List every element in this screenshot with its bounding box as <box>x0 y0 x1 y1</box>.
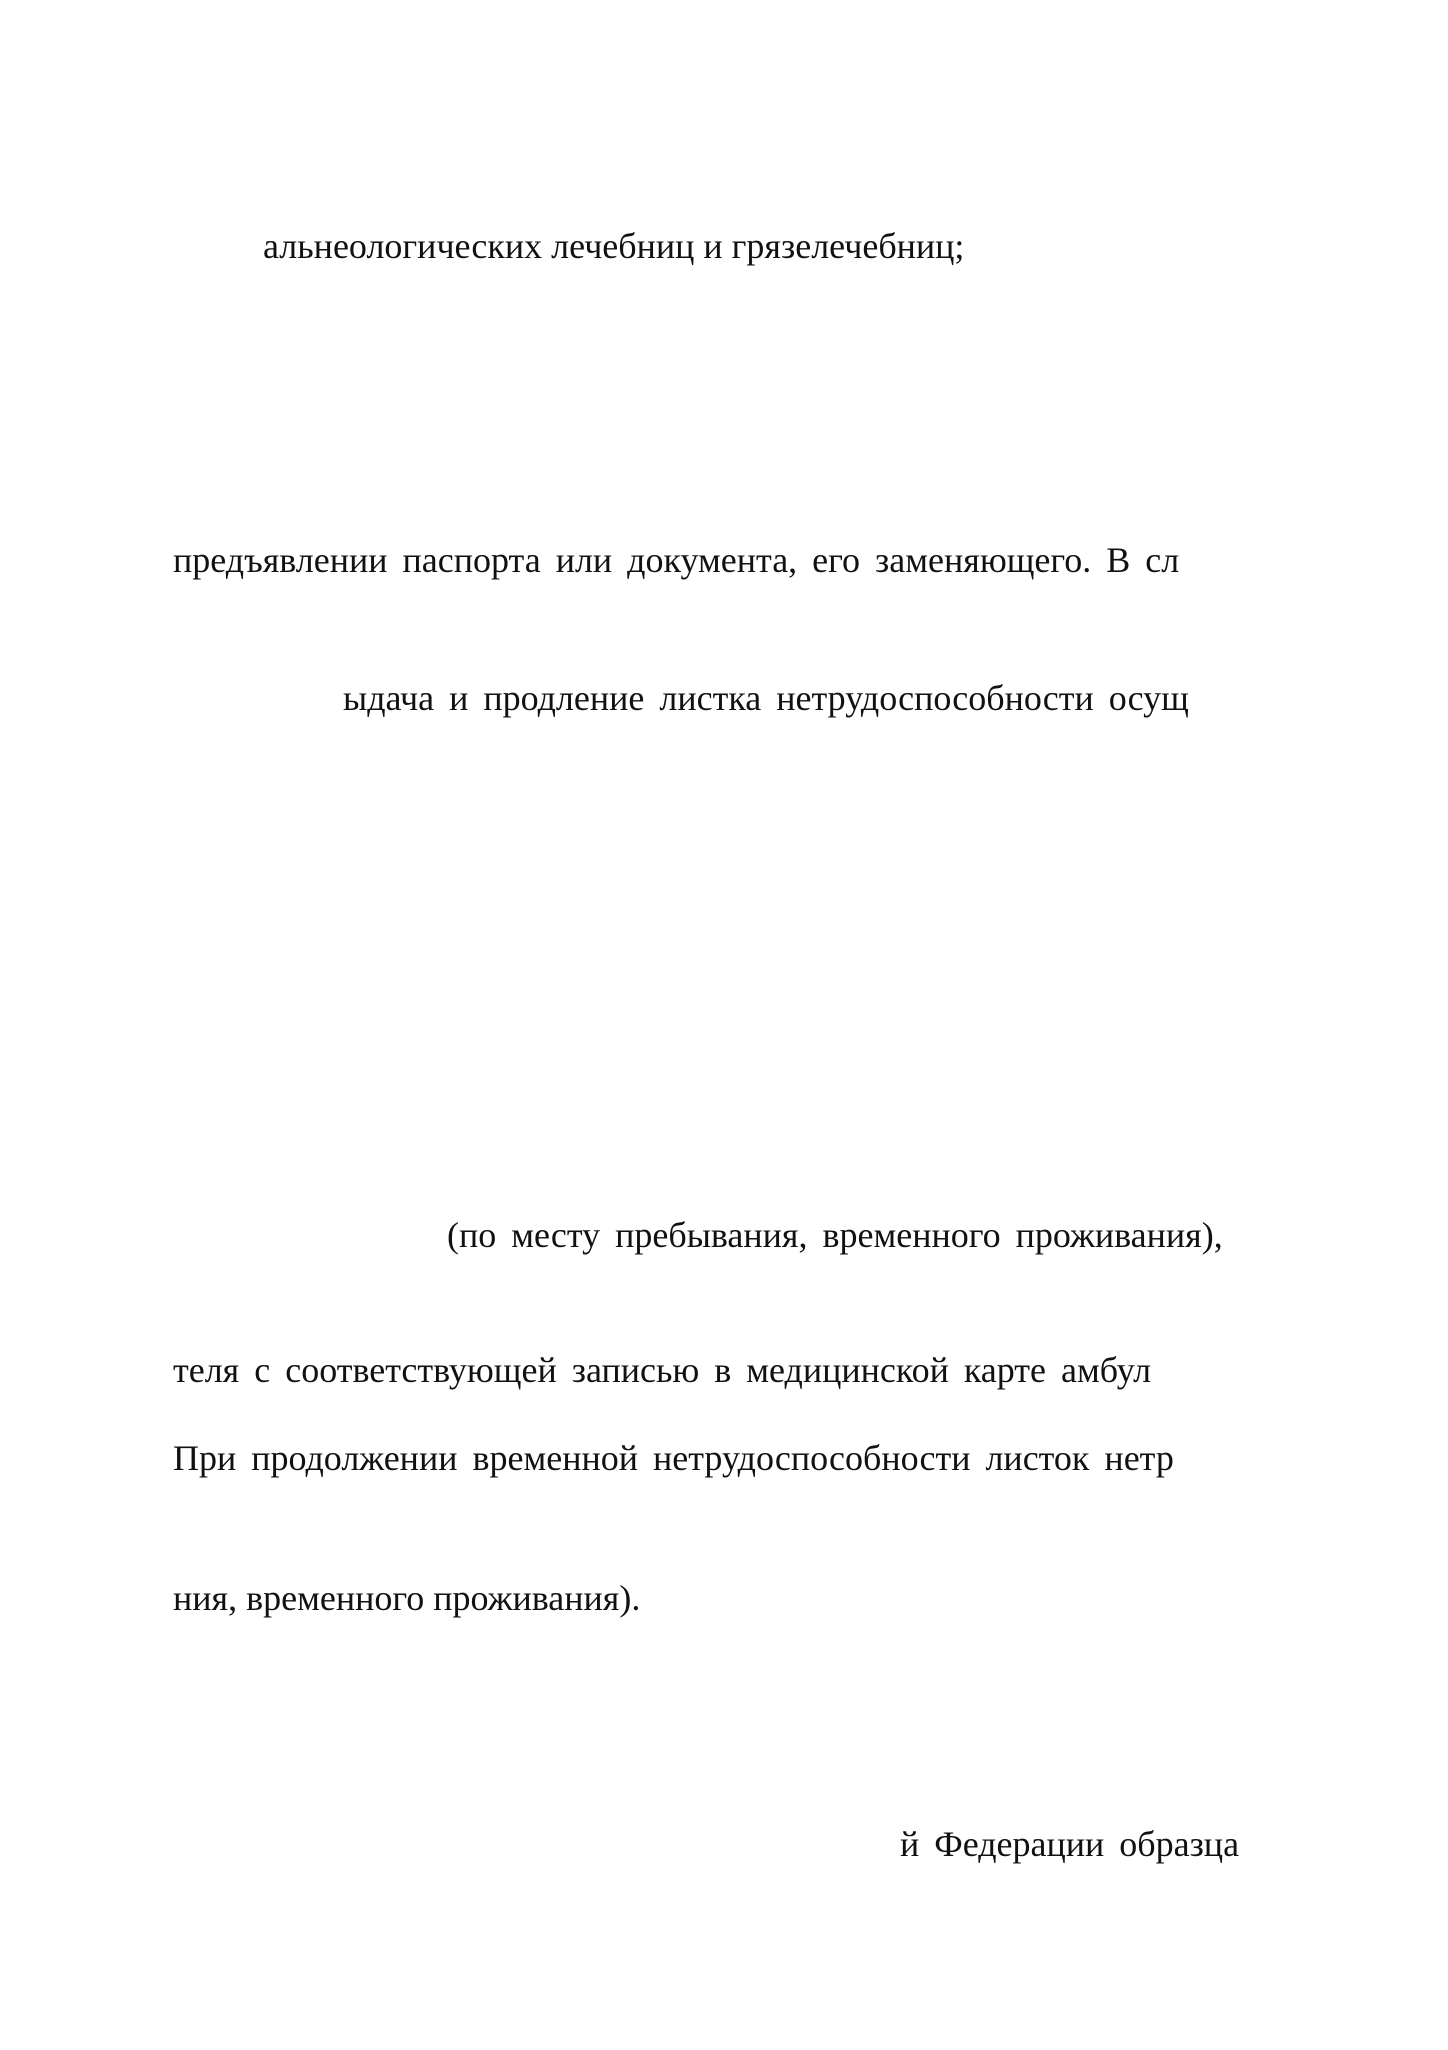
text-line: предъявлении паспорта или документа, его заменяющего. В сл <box>173 540 1180 580</box>
text-line: ния, временного проживания). <box>173 1578 641 1618</box>
text-line: При продолжении временной нетрудоспособности листок нетр <box>173 1438 1174 1478</box>
text-line: ыдача и продление листка нетрудоспособности осущ <box>343 678 1189 718</box>
text-line: (по месту пребывания, временного проживания), <box>447 1215 1223 1255</box>
text-line: й Федерации образца <box>900 1824 1240 1864</box>
text-line: альнеологических лечебниц и грязелечебниц; <box>263 226 965 266</box>
text-line: теля с соответствующей записью в медицинской карте амбул <box>173 1350 1152 1390</box>
